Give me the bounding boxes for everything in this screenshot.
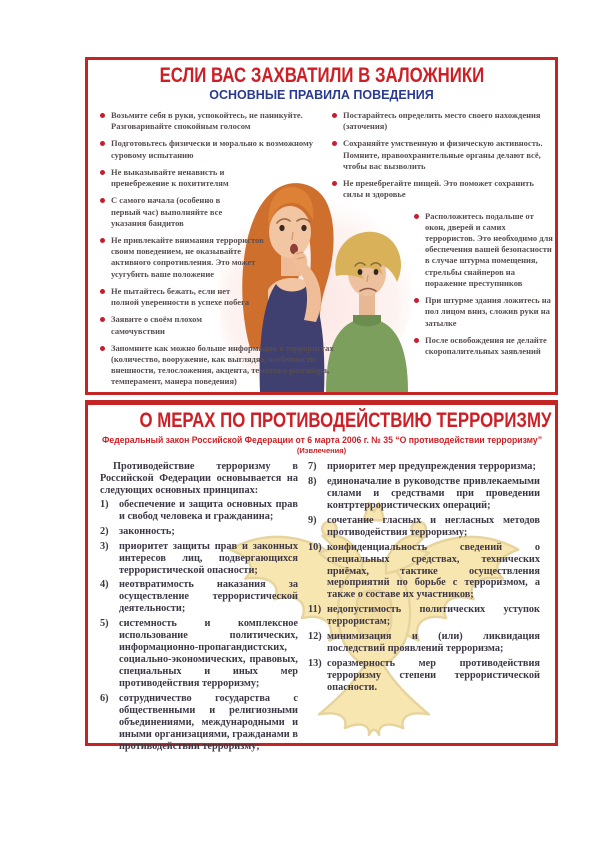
rule-item [100, 235, 265, 280]
bullet-dot-icon [100, 346, 105, 351]
rule-text: Запомните как можно больше информации о террористах (количество, вооружение, как выглядят, особенности внешности, телосложения, акцента, тематика разговора, темперамент, манера поведения) [111, 342, 334, 387]
law-principle [308, 476, 540, 512]
law-principle [100, 499, 298, 523]
rule-text: Не выказывайте ненависть и пренебрежение к похитителям [111, 166, 229, 189]
principle-text: приоритет защиты прав и законных интересов лиц, подвергающихся террористической опасности; [119, 540, 298, 576]
rule-item [100, 286, 256, 308]
bullet-dot-icon [332, 113, 337, 118]
rule-item [100, 343, 338, 388]
rule-item [100, 138, 318, 160]
panel1-title-text: ЕСЛИ ВАС ЗАХВАТИЛИ В ЗАЛОЖНИКИ [159, 64, 484, 87]
principle-number: 2) [100, 525, 109, 537]
bullet-dot-icon [332, 141, 337, 146]
principle-number: 3) [100, 540, 109, 552]
rule-item [332, 110, 556, 132]
rules-right-column [332, 110, 556, 363]
principle-text: соразмерность мер противодействия терроризму степени террористической опасности. [327, 658, 540, 693]
rule-text: Постарайтесь определить место своего нахождения (заточения) [343, 110, 541, 132]
law-principle [308, 515, 540, 539]
principle-text: неотвратимость наказания за осуществление террористической деятельности; [119, 579, 298, 615]
rule-item [414, 295, 556, 329]
counter-terrorism-law-panel [85, 400, 558, 752]
panel1-subtitle: ОСНОВНЫЕ ПРАВИЛА ПОВЕДЕНИЯ [209, 88, 434, 103]
bullet-dot-icon [100, 238, 105, 243]
principle-text: законность; [119, 525, 175, 537]
principle-text: сочетание гласных и негласных методов противодействия терроризму; [327, 514, 540, 538]
principle-text: системность и комплексное использование политических, информационно-пропагандистских, социально-экономических, правовых, специальных и иных мер противодействия терроризму; [119, 618, 298, 689]
bullet-dot-icon [414, 214, 419, 219]
law-principle [308, 461, 540, 473]
rule-item [100, 167, 272, 189]
law-principle [308, 658, 540, 694]
principle-text: обеспечение и защита основных прав и свобод человека и гражданина; [119, 498, 298, 522]
bullet-dot-icon [332, 181, 337, 186]
principle-text: единоначалие в руководстве привлекаемыми силами и средствами при проведении контртеррористических операций; [327, 475, 540, 511]
hostage-rules-panel [85, 57, 558, 395]
law-principle [100, 693, 298, 753]
bullet-dot-icon [100, 141, 105, 146]
principle-text: конфиденциальность сведений о специальных средствах, технических приёмах, тактике осуществления мероприятий по борьбе с терроризмом, а также о составе их участников; [327, 541, 540, 601]
principle-number: 11) [308, 604, 322, 616]
rule-text: Не пренебрегайте пищей. Это поможет сохранить силы и здоровье [343, 178, 534, 200]
rule-item [414, 335, 556, 357]
rule-text: При штурме здания ложитесь на пол лицом вниз, сложив руки на затылке [425, 295, 551, 328]
rules-left-column [100, 110, 338, 394]
law-principle [308, 631, 540, 655]
rule-item [414, 211, 556, 290]
rule-text: Расположитесь подальше от окон, дверей и самих террористов. Это необходимо для обеспечения вашей безопасности в случае штурма помещения, стрельбы снайперов на поражение преступников [425, 210, 553, 288]
law-intro: Противодействие терроризму в Российской Федерации основывается на следующих основных принципах: [100, 461, 298, 496]
law-principle [100, 618, 298, 690]
principle-number: 10) [308, 541, 322, 553]
rule-text: Не привлекайте внимания террористов своим поведением, не оказывайте активного сопротивления. Это может усугубить ваше положение [111, 234, 264, 279]
rules-right-lower-group [414, 211, 556, 358]
principle-number: 1) [100, 498, 109, 510]
principle-number: 8) [308, 475, 317, 487]
rule-item [332, 138, 556, 172]
panel1-title [88, 65, 555, 87]
rule-text: Заявите о своём плохом самочувствии [111, 314, 203, 336]
law-left-column [100, 461, 298, 756]
principle-number: 9) [308, 514, 317, 526]
principle-text: сотрудничество государства с общественными и религиозными объединениями, международными и иными организациями, гражданами в противодействии терроризму; [119, 692, 298, 752]
rule-item [100, 314, 250, 336]
bullet-dot-icon [100, 170, 105, 175]
panel2-title-text: О МЕРАХ ПО ПРОТИВОДЕЙСТВИЮ ТЕРРОРИЗМУ [139, 409, 552, 432]
rule-item [332, 178, 556, 200]
panel2-law-reference [88, 435, 555, 446]
law-principle [308, 542, 540, 602]
bullet-dot-icon [100, 289, 105, 294]
law-principle [100, 526, 298, 538]
panel2-extract-note: (Извлечения) [296, 445, 347, 455]
principle-number: 6) [100, 692, 109, 704]
principle-number: 13) [308, 658, 322, 670]
rule-item [100, 110, 318, 132]
law-right-column [308, 461, 540, 697]
bullet-dot-icon [414, 338, 419, 343]
bullet-dot-icon [100, 113, 105, 118]
principle-text: недопустимость политических уступок террористам; [327, 604, 540, 628]
rule-text: Сохраняйте умственную и физическую активность. Помните, правоохранительные органы делают всё, чтобы вас вызволить [343, 138, 543, 171]
principle-text: минимизация и (или) ликвидация последствий проявлений терроризма; [327, 631, 540, 655]
law-principle [100, 541, 298, 577]
principle-text: приоритет мер предупреждения терроризма; [327, 461, 536, 472]
bullet-dot-icon [414, 298, 419, 303]
rule-text: После освобождения не делайте скоропалительных заявлений [425, 334, 547, 356]
bullet-dot-icon [100, 198, 105, 203]
rule-text: Возьмите себя в руки, успокойтесь, не паникуйте. Разговаривайте спокойным голосом [111, 110, 303, 132]
rule-text: Не пытайтесь бежать, если нет полной уверенности в успехе побега [111, 285, 250, 308]
principle-number: 12) [308, 631, 322, 643]
bullet-dot-icon [100, 317, 105, 322]
law-principle [308, 604, 540, 628]
rule-item [100, 195, 250, 229]
law-principle [100, 579, 298, 615]
principle-number: 7) [308, 461, 317, 472]
principle-number: 5) [100, 618, 109, 630]
panel2-law-reference-text: Федеральный закон Российской Федерации от 6 марта 2006 г. № 35 “О противодействии терроризму” [102, 435, 543, 446]
rule-text: С самого начала (особенно в первый час) выполняйте все указания бандитов [111, 195, 223, 228]
panel2-title [88, 410, 555, 432]
principle-number: 4) [100, 579, 109, 591]
rule-text: Подготовьтесь физически и морально к возможному суровому испытанию [111, 138, 314, 160]
